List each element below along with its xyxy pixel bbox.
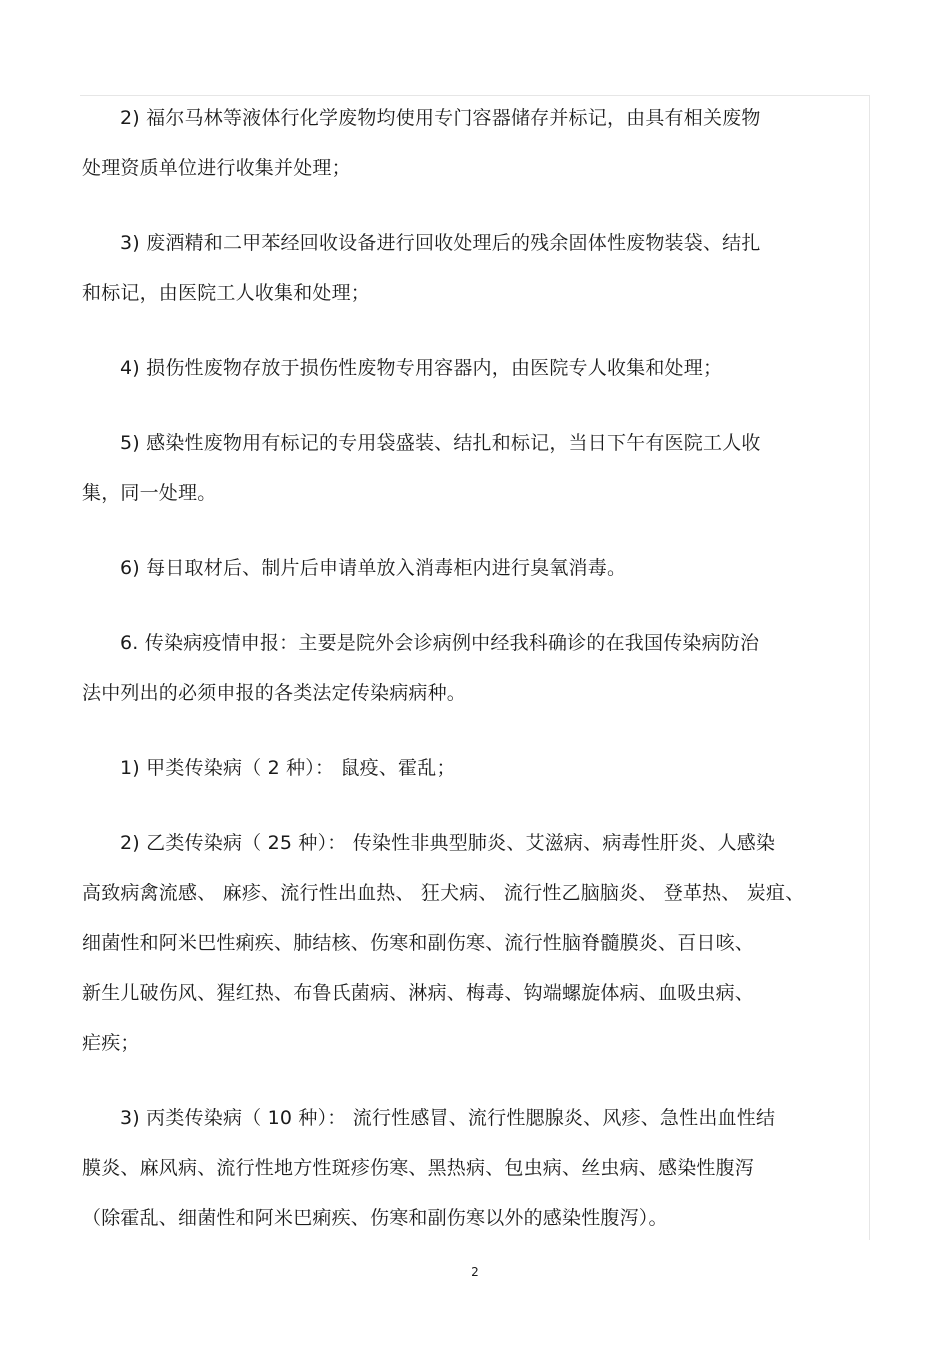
paragraph-2-line-1: 3) 废酒精和二甲苯经回收设备进行回收处理后的残余固体性废物装袋、结扎: [120, 232, 761, 254]
page-border-top: [80, 95, 870, 96]
paragraph-1-line-2: 处理资质单位进行收集并处理；: [82, 157, 351, 179]
paragraph-9-line-3: （除霍乱、细菌性和阿米巴痢疾、伤寒和副伤寒以外的感染性腹泻）。: [82, 1207, 668, 1229]
paragraph-2-line-2: 和标记，由医院工人收集和处理；: [82, 282, 371, 304]
paragraph-8-line-4: 新生儿破伤风、猩红热、布鲁氏菌病、淋病、梅毒、钩端螺旋体病、血吸虫病、: [82, 982, 755, 1004]
paragraph-4-line-1: 5) 感染性废物用有标记的专用袋盛装、结扎和标记，当日下午有医院工人收: [120, 432, 761, 454]
page-border-right: [869, 95, 870, 1240]
paragraph-4-line-2: 集，同一处理。: [82, 482, 217, 504]
paragraph-9-line-2: 膜炎、麻风病、流行性地方性斑疹伤寒、黑热病、包虫病、丝虫病、感染性腹泻: [82, 1157, 755, 1179]
paragraph-7-line-1: 1) 甲类传染病（ 2 种）： 鼠疫、霍乱；: [120, 757, 456, 779]
paragraph-8-line-3: 细菌性和阿米巴性痢疾、肺结核、伤寒和副伤寒、流行性脑脊髓膜炎、百日咳、: [82, 932, 755, 954]
page-number: 2: [471, 1265, 479, 1279]
paragraph-8-line-2: 高致病禽流感、 麻疹、流行性出血热、 狂犬病、 流行性乙脑脑炎、 登革热、 炭疽、: [82, 882, 805, 904]
paragraph-9-line-1: 3) 丙类传染病（ 10 种）： 流行性感冒、流行性腮腺炎、风疹、急性出血性结: [120, 1107, 776, 1129]
paragraph-6-line-2: 法中列出的必须申报的各类法定传染病病种。: [82, 682, 467, 704]
paragraph-6-line-1: 6. 传染病疫情申报：主要是院外会诊病例中经我科确诊的在我国传染病防治: [120, 632, 760, 654]
paragraph-1-line-1: 2) 福尔马林等液体行化学废物均使用专门容器储存并标记，由具有相关废物: [120, 107, 761, 129]
paragraph-3-line-1: 4) 损伤性废物存放于损伤性废物专用容器内，由医院专人收集和处理；: [120, 357, 723, 379]
paragraph-8-line-1: 2) 乙类传染病（ 25 种）： 传染性非典型肺炎、艾滋病、病毒性肝炎、人感染: [120, 832, 776, 854]
paragraph-5-line-1: 6) 每日取材后、制片后申请单放入消毒柜内进行臭氧消毒。: [120, 557, 627, 579]
paragraph-8-line-5: 疟疾；: [82, 1032, 140, 1054]
